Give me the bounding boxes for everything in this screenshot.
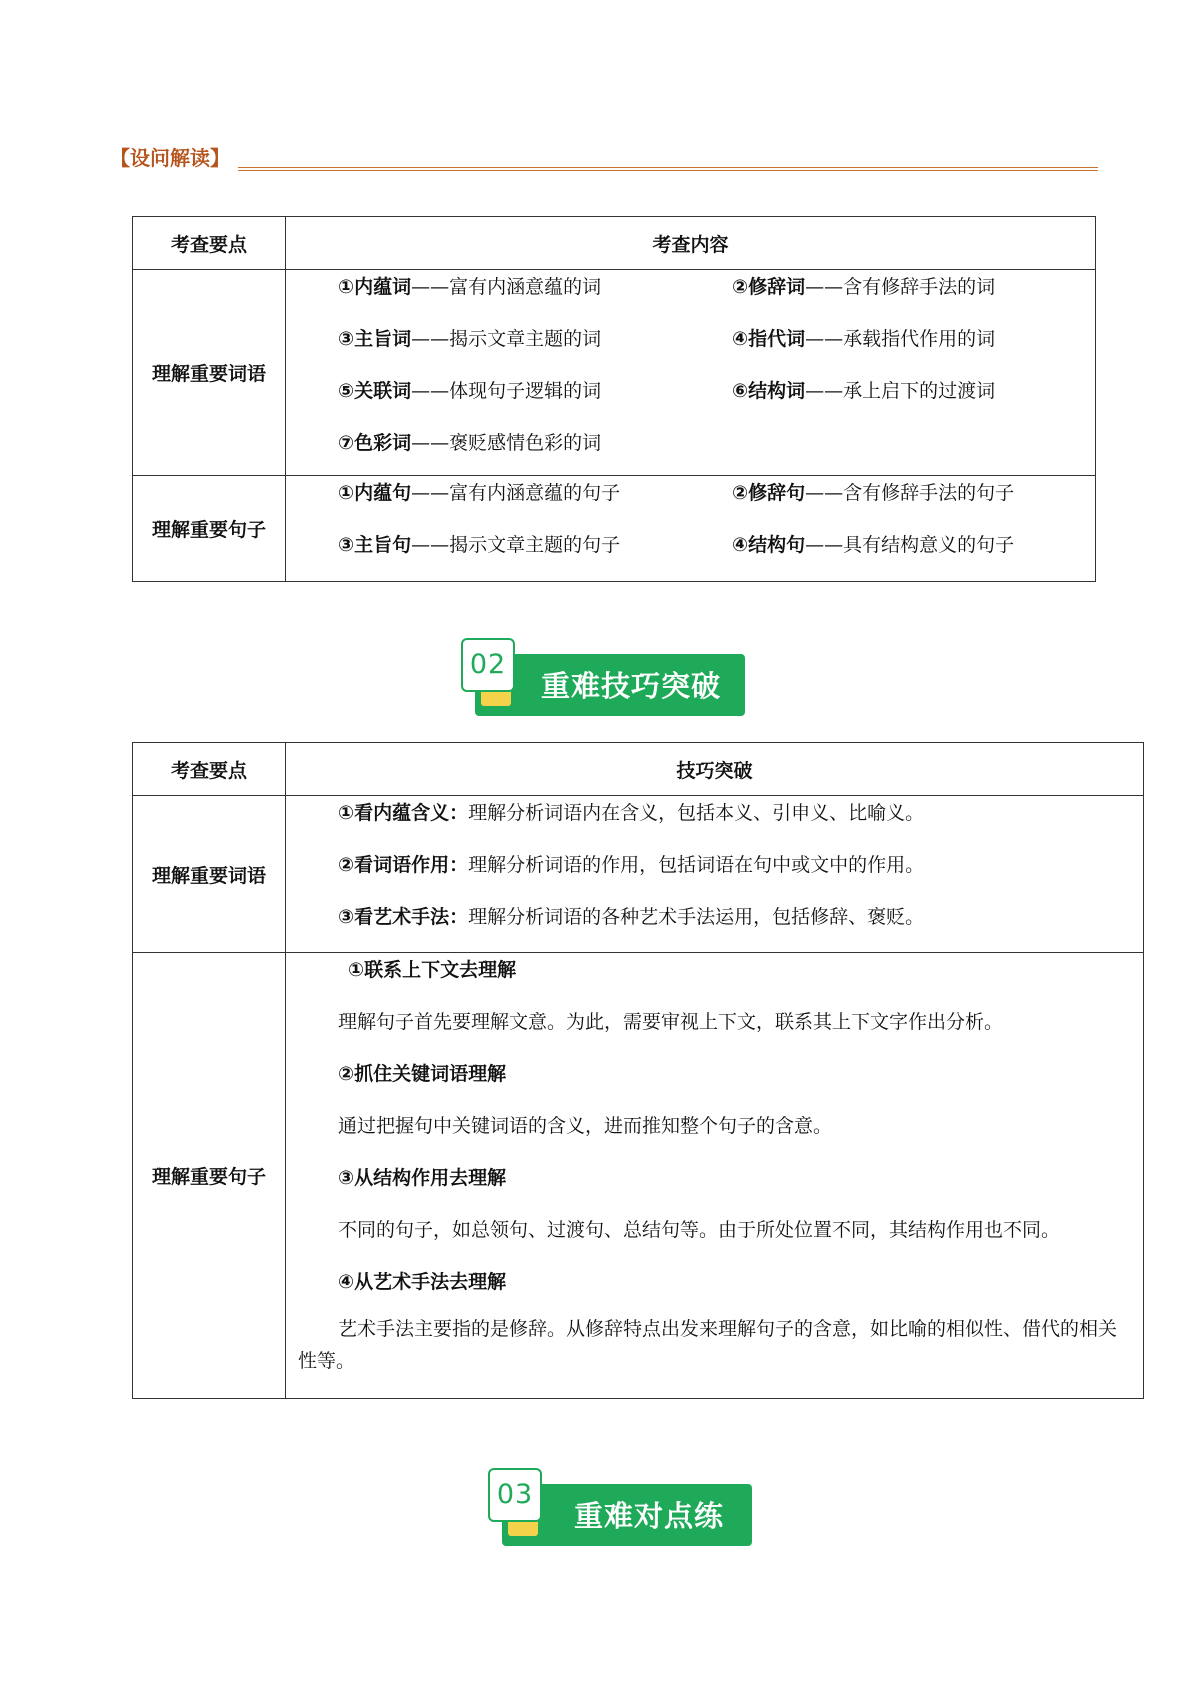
list-item: ③主旨句——揭示文章主题的句子 [338, 534, 621, 556]
paragraph: 艺术手法主要指的是修辞。从修辞特点出发来理解句子的含意，如比喻的相似性、借代的相关性等。 [298, 1318, 1118, 1372]
heading-rule [238, 167, 1098, 171]
table-header-row [133, 217, 1096, 270]
subheading: ①联系上下文去理解 [348, 959, 517, 981]
subheading: ②抓住关键词语理解 [338, 1063, 507, 1085]
technique-table [132, 742, 1144, 1399]
sentences-technique-cell [286, 953, 1144, 1399]
words-content-cell [286, 270, 1096, 476]
subheading: ③从结构作用去理解 [338, 1167, 507, 1189]
badge-title: 重难技巧突破 [541, 669, 722, 703]
list-item: ②修辞句——含有修辞手法的句子 [732, 482, 1015, 504]
subheading: ④从艺术手法去理解 [338, 1271, 507, 1293]
header-exam-point: 考查要点 [133, 217, 286, 270]
badge-number: 03 [496, 1479, 534, 1510]
table-row [133, 796, 1144, 953]
exam-content-table [132, 216, 1096, 582]
header-exam-point: 考查要点 [133, 743, 286, 796]
section-heading: 【设问解读】 [110, 146, 230, 170]
paragraph: 理解句子首先要理解文意。为此，需要审视上下文，联系其上下文字作出分析。 [338, 1011, 1004, 1033]
table-header-row [133, 743, 1144, 796]
sentences-content-cell [286, 476, 1096, 582]
list-item: ⑦色彩词——褒贬感情色彩的词 [338, 432, 602, 454]
table-row [133, 953, 1144, 1399]
badge-number: 02 [469, 649, 507, 680]
list-item: ③主旨词——揭示文章主题的词 [338, 328, 602, 350]
list-item: ②看词语作用：理解分析词语的作用，包括词语在句中或文中的作用。 [338, 854, 925, 876]
list-item: ②修辞词——含有修辞手法的词 [732, 276, 996, 298]
row-label-sentences: 理解重要句子 [133, 476, 286, 582]
list-item: ①内蕴词——富有内涵意蕴的词 [338, 276, 602, 298]
header-technique: 技巧突破 [286, 743, 1144, 796]
row-label-words: 理解重要词语 [133, 796, 286, 953]
paragraph: 通过把握句中关键词语的含义，进而推知整个句子的含意。 [338, 1115, 833, 1137]
row-label-words: 理解重要词语 [133, 270, 286, 476]
list-item: ①看内蕴含义：理解分析词语内在含义，包括本义、引申义、比喻义。 [338, 802, 925, 824]
list-item: ⑥结构词——承上启下的过渡词 [732, 380, 996, 402]
list-item: ④结构句——具有结构意义的句子 [732, 534, 1015, 556]
list-item: ①内蕴句——富有内涵意蕴的句子 [338, 482, 621, 504]
table-row [133, 476, 1096, 582]
list-item: ④指代词——承载指代作用的词 [732, 328, 996, 350]
words-technique-cell [286, 796, 1144, 953]
list-item: ③看艺术手法：理解分析词语的各种艺术手法运用，包括修辞、褒贬。 [338, 906, 925, 928]
badge-title: 重难对点练 [574, 1499, 725, 1533]
table-row [133, 270, 1096, 476]
paragraph: 不同的句子，如总领句、过渡句、总结句等。由于所处位置不同，其结构作用也不同。 [338, 1219, 1061, 1241]
list-item: ⑤关联词——体现句子逻辑的词 [338, 380, 602, 402]
row-label-sentences: 理解重要句子 [133, 953, 286, 1399]
header-exam-content: 考查内容 [286, 217, 1096, 270]
